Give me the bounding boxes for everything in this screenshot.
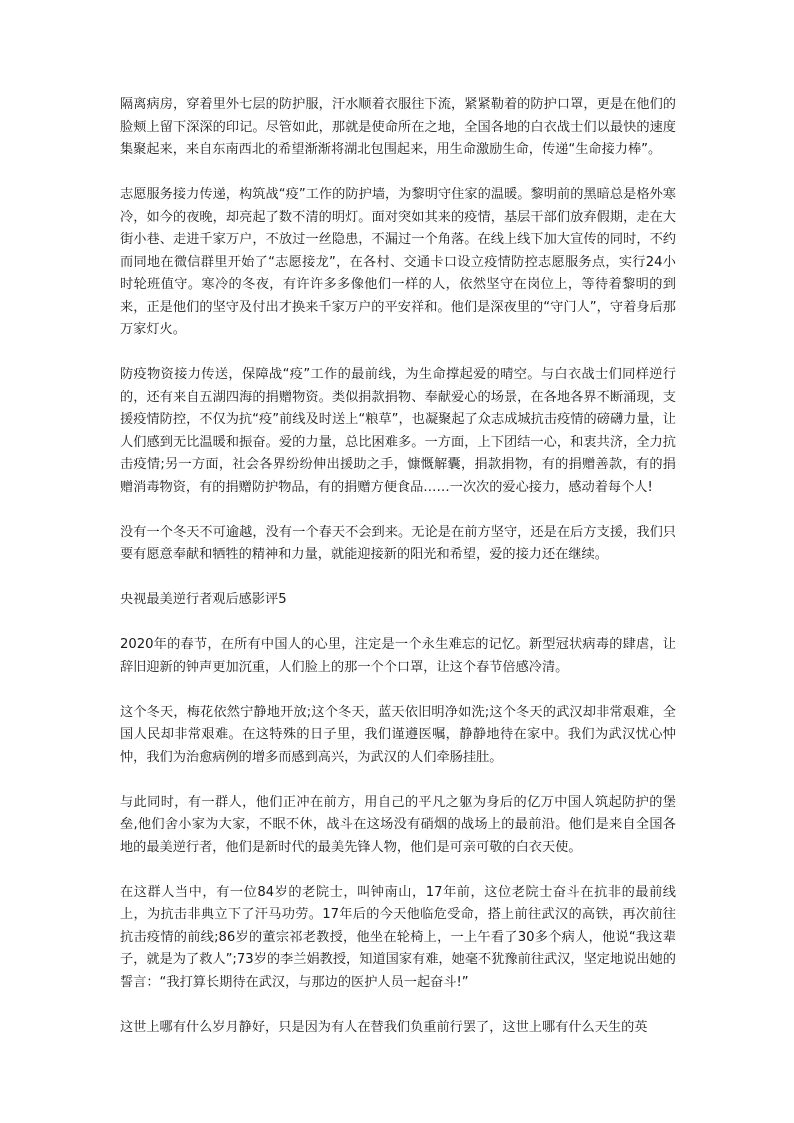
paragraph-isolation-ward: 隔离病房，穿着里外七层的防护服，汗水顺着衣服往下流，紧紧勒着的防护口罩，更是在他们的脸颊上留下深深的印记。尽管如此，那就是使命所在之地，全国各地的白衣战士们以最快的速度集聚起来，来自东南西北的希望渐渐将湖北包围起来，用生命激励生命，传递“生命接力棒”。 (120, 97, 676, 157)
paragraph-supplies-relay: 防疫物资接力传送，保障战“疫”工作的最前线，为生命撑起爱的晴空。与白衣战士们同样逆行的，还有来自五湖四海的捐赠物资。类似捐款捐物、奉献爱心的场景，在各地各界不断涌现，支援疫情防控，不仅为抗“疫”前线及时送上“粮草”，也凝聚起了众志成城抗击疫情的磅礴力量，让人们感到无比温暖和振奋。爱的力量，总比困难多。一方面，上下团结一心，和衷共济，全力抗击疫情;另一方面，社会各界纷纷伸出援助之手，慷慨解囊，捐款捐物，有的捐赠善款，有的捐赠消毒物资，有的捐赠防护物品，有的捐赠方便食品……一次次的爱心接力，感动着每个人! (120, 367, 676, 495)
paragraph-academicians: 在这群人当中，有一位84岁的老院士，叫钟南山，17年前，这位老院士奋斗在抗非的最前线上，为抗击非典立下了汗马功劳。17年后的今天他临危受命，搭上前往武汉的高铁，再次前往抗击疫情的前线;86岁的董宗祁老教授，他坐在轮椅上，一上午看了30多个病人，他说“我这辈子，就是为了救人”;73岁的李兰娟教授，知道国家有难，她毫不犹豫前往武汉，坚定地说出她的誓言：“我打算长期待在武汉，与那边的医护人员一起奋斗!” (120, 884, 676, 990)
paragraph-closing: 这世上哪有什么岁月静好，只是因为有人在替我们负重前行罢了，这世上哪有什么天生的英 (120, 1019, 648, 1035)
paragraph-spring-festival: 2020年的春节，在所有中国人的心里，注定是一个永生难忘的记忆。新型冠状病毒的肆虐，让辞旧迎新的钟声更加沉重，人们脸上的那一个个口罩，让这个春节倍感冷清。 (120, 637, 676, 675)
paragraph-volunteer-relay: 志愿服务接力传递，构筑战“疫”工作的防护墙，为黎明守住家的温暖。黎明前的黑暗总是格外寒冷，如今的夜晚，却亮起了数不清的明灯。面对突如其来的疫情，基层干部们放弃假期，走在大街小巷、走进千家万户，不放过一丝隐患，不漏过一个角落。在线上线下加大宣传的同时，不约而同地在微信群里开始了“志愿接龙”，在各村、交通卡口设立疫情防控志愿服务点，实行24小时轮班值守。寒冷的冬夜，有许许多多像他们一样的人，依然坚守在岗位上，等待着黎明的到来，正是他们的坚守及付出才换来千家万户的平安祥和。他们是深夜里的“守门人”，守着身后那万家灯火。 (120, 187, 676, 337)
section-heading: 央视最美逆行者观后感影评5 (120, 592, 287, 607)
paragraph-no-winter: 没有一个冬天不可逾越，没有一个春天不会到来。无论是在前方坚守，还是在后方支援，我们只要有愿意奉献和牺牲的精神和力量，就能迎接新的阳光和希望，爱的接力还在继续。 (120, 524, 676, 562)
paragraph-this-winter: 这个冬天，梅花依然宁静地开放;这个冬天，蓝天依旧明净如洗;这个冬天的武汉却非常艰难，全国人民却非常艰难。在这特殊的日子里，我们谨遵医嘱，静静地待在家中。我们为武汉忧心忡忡，我们为治愈病例的增多而感到高兴，为武汉的人们牵肠挂肚。 (120, 704, 676, 765)
paragraph-group-of-people: 与此同时，有一群人，他们正冲在前方，用自己的平凡之躯为身后的亿万中国人筑起防护的堡垒,他们舍小家为大家，不眠不休，战斗在这场没有硝烟的战场上的最前沿。他们是来自全国各地的最美逆行者，他们是新时代的最美先锋人物，他们是可亲可敬的白衣天使。 (120, 794, 676, 855)
document-body (120, 94, 676, 1062)
